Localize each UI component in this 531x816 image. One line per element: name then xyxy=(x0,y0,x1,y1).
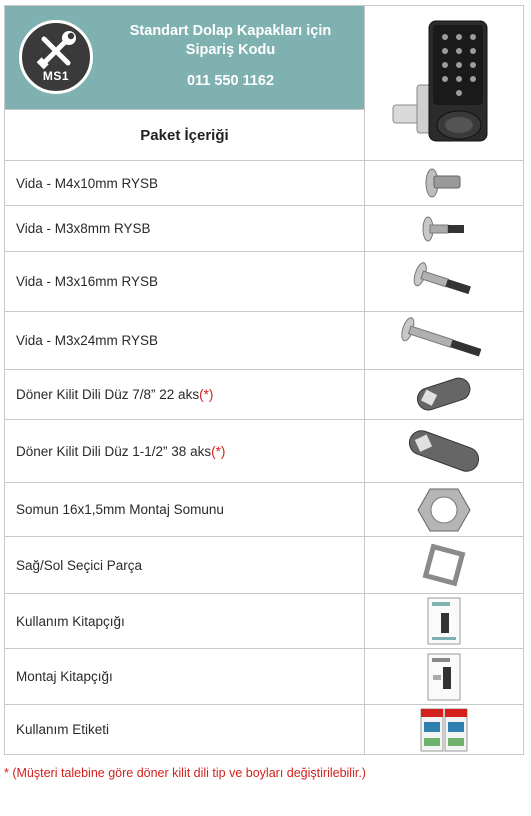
list-item xyxy=(5,483,523,537)
footnote: * (Müşteri talebine göre döner kilit dili tip ve boyları değiştirilebilir.) xyxy=(4,766,366,780)
screw-16mm-icon xyxy=(409,257,479,307)
cam-long-icon xyxy=(404,423,484,479)
list-item xyxy=(5,594,523,649)
list-item xyxy=(5,705,523,754)
item-label: Sağ/Sol Seçici Parça xyxy=(16,557,143,573)
title-line2: Sipariş Kodu xyxy=(185,42,276,58)
list-item xyxy=(5,252,523,312)
item-label: Döner Kilit Dili Düz 1-1/2” 38 aks (*) xyxy=(16,443,226,459)
list-item xyxy=(5,206,523,252)
selector-part-icon xyxy=(419,540,469,590)
keypad-lock-icon xyxy=(389,13,499,153)
cam-short-icon xyxy=(409,373,479,417)
list-item xyxy=(5,370,523,420)
item-label: Vida - M3x16mm RYSB xyxy=(16,274,159,289)
user-manual-icon xyxy=(427,597,461,645)
mounting-manual-icon xyxy=(427,653,461,701)
order-title xyxy=(101,22,360,91)
item-label: Vida - M4x10mm RYSB xyxy=(16,175,159,191)
item-label: Kullanım Kitapçığı xyxy=(16,613,125,629)
header-row xyxy=(5,6,523,161)
list-item xyxy=(5,312,523,370)
order-code-header xyxy=(5,6,364,109)
order-code: 011 550 1162 xyxy=(186,73,275,89)
item-label: Kullanım Etiketi xyxy=(16,722,110,737)
package-contents-table xyxy=(4,5,524,755)
lock-photo xyxy=(365,6,523,160)
item-label: Somun 16x1,5mm Montaj Somunu xyxy=(16,502,224,517)
item-label: Vida - M3x8mm RYSB xyxy=(16,221,151,236)
short-screw-icon xyxy=(414,163,474,203)
item-label: Döner Kilit Dili Düz 7/8” 22 aks (*) xyxy=(16,387,214,402)
list-item xyxy=(5,537,523,594)
item-label: Vida - M3x24mm RYSB xyxy=(16,333,159,348)
title-line1: Standart Dolap Kapakları için xyxy=(129,23,332,39)
package-contents-title: Paket İçeriği xyxy=(5,109,364,160)
list-item xyxy=(5,161,523,206)
screw-8mm-icon xyxy=(414,209,474,249)
hex-nut-icon xyxy=(416,485,472,535)
ms1-badge xyxy=(19,20,93,94)
usage-label-icon xyxy=(420,708,468,752)
screw-24mm-icon xyxy=(396,316,492,366)
list-item xyxy=(5,649,523,705)
badge-label: MS1 xyxy=(42,69,70,83)
list-item xyxy=(5,420,523,483)
item-label: Montaj Kitapçığı xyxy=(16,669,113,684)
